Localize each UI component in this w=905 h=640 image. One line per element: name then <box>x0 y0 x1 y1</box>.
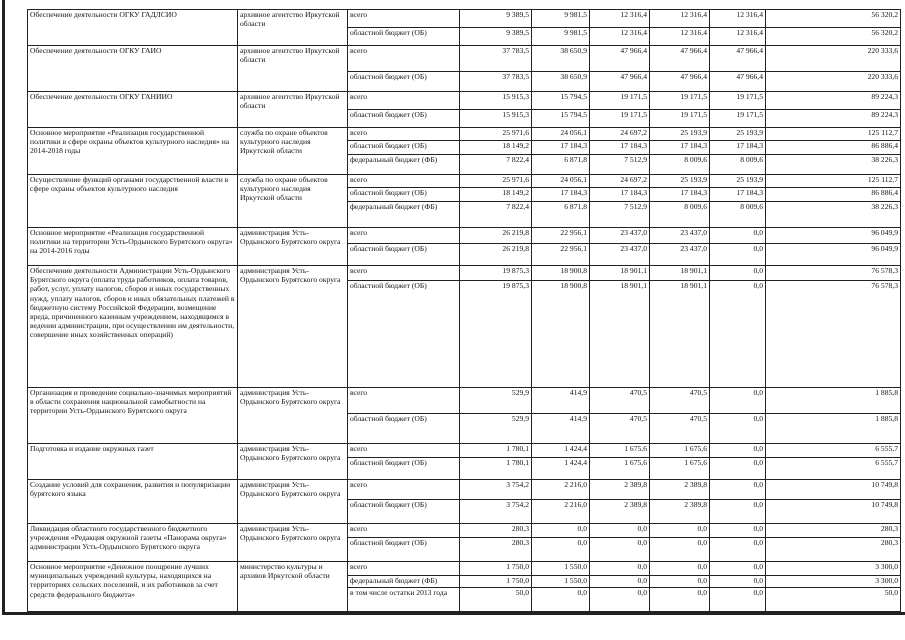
funding-source-cell: всего <box>348 444 460 458</box>
measure-name-cell: Обеспечение деятельности Администрации Усть-Ордынского Бурятского округа (оплата труда работников, оплата товаров, работ, услуг, уплату налогов, сборов и иных государственных нужд, уплату налогов, сборов и иных обязательных платежей в бюджетную систему Российской Федерации, возмещение вреда, причиненного казенным учреждением, находящимся в ведении администрации, при осуществлении им деятельности, совершение иных хозяйственных операций) <box>28 266 238 388</box>
total-value-cell: 3 300,0 <box>766 576 901 588</box>
year-value-cell: 0,0 <box>710 414 766 444</box>
table-row <box>28 388 901 414</box>
executor-cell: администрация Усть-Ордынского Бурятского округа <box>238 524 348 562</box>
year-value-cell: 529,9 <box>460 414 532 444</box>
year-value-cell: 18 900,8 <box>532 266 590 281</box>
year-value-cell: 47 966,4 <box>650 72 710 92</box>
year-value-cell: 0,0 <box>590 538 650 562</box>
funding-source-cell: всего <box>348 524 460 538</box>
total-value-cell: 96 049,9 <box>766 244 901 266</box>
table-row <box>28 128 901 141</box>
year-value-cell: 6 871,8 <box>532 202 590 228</box>
year-value-cell: 0,0 <box>532 538 590 562</box>
year-value-cell: 19 875,3 <box>460 266 532 281</box>
year-value-cell: 2 216,0 <box>532 500 590 524</box>
year-value-cell: 37 783,5 <box>460 46 532 72</box>
year-value-cell: 47 966,4 <box>650 46 710 72</box>
year-value-cell: 0,0 <box>590 588 650 612</box>
year-value-cell: 38 650,9 <box>532 46 590 72</box>
funding-source-cell: областной бюджет (ОБ) <box>348 28 460 46</box>
year-value-cell: 280,3 <box>460 524 532 538</box>
total-value-cell: 280,3 <box>766 538 901 562</box>
year-value-cell: 0,0 <box>650 538 710 562</box>
table-row <box>28 524 901 538</box>
year-value-cell: 19 171,5 <box>590 92 650 110</box>
funding-source-cell: областной бюджет (ОБ) <box>348 281 460 388</box>
total-value-cell: 220 333,6 <box>766 46 901 72</box>
executor-cell: администрация Усть-Ордынского Бурятского округа <box>238 388 348 444</box>
year-value-cell: 1 780,1 <box>460 458 532 480</box>
year-value-cell: 25 971,6 <box>460 175 532 188</box>
funding-source-cell: федеральный бюджет (ФБ) <box>348 576 460 588</box>
year-value-cell: 1 675,6 <box>650 444 710 458</box>
year-value-cell: 15 794,5 <box>532 92 590 110</box>
year-value-cell: 23 437,0 <box>650 244 710 266</box>
table-row <box>28 46 901 72</box>
total-value-cell: 50,0 <box>766 588 901 612</box>
year-value-cell: 18 901,1 <box>650 266 710 281</box>
year-value-cell: 24 056,1 <box>532 175 590 188</box>
year-value-cell: 0,0 <box>532 588 590 612</box>
year-value-cell: 9 981,5 <box>532 28 590 46</box>
funding-source-cell: в том числе остатки 2013 года <box>348 588 460 612</box>
year-value-cell: 0,0 <box>710 588 766 612</box>
year-value-cell: 47 966,4 <box>590 46 650 72</box>
year-value-cell: 12 316,4 <box>710 28 766 46</box>
total-value-cell: 76 578,3 <box>766 281 901 388</box>
total-value-cell: 1 885,8 <box>766 388 901 414</box>
year-value-cell: 22 956,1 <box>532 228 590 244</box>
year-value-cell: 19 875,3 <box>460 281 532 388</box>
year-value-cell: 8 009,6 <box>650 155 710 175</box>
executor-cell: служба по охране объектов культурного наследия Иркутской области <box>238 128 348 175</box>
year-value-cell: 7 512,9 <box>590 155 650 175</box>
executor-cell: архивное агентство Иркутской области <box>238 92 348 128</box>
year-value-cell: 19 171,5 <box>710 110 766 128</box>
measure-name-cell: Основное мероприятие «Денежное поощрение лучших муниципальных учреждений культуры, находящихся на территориях сельских поселений, и их работников за счет средств федерального бюджета» <box>28 562 238 612</box>
year-value-cell: 1 424,4 <box>532 444 590 458</box>
total-value-cell: 89 224,3 <box>766 110 901 128</box>
year-value-cell: 1 550,0 <box>532 562 590 576</box>
year-value-cell: 47 966,4 <box>710 72 766 92</box>
year-value-cell: 8 009,6 <box>710 202 766 228</box>
year-value-cell: 0,0 <box>590 576 650 588</box>
year-value-cell: 2 389,8 <box>590 500 650 524</box>
year-value-cell: 8 009,6 <box>710 155 766 175</box>
total-value-cell: 89 224,3 <box>766 92 901 110</box>
year-value-cell: 470,5 <box>590 414 650 444</box>
total-value-cell: 125 112,7 <box>766 175 901 188</box>
funding-source-cell: всего <box>348 266 460 281</box>
year-value-cell: 25 971,6 <box>460 128 532 141</box>
scan-edge-left <box>2 0 5 615</box>
year-value-cell: 17 184,3 <box>710 188 766 202</box>
year-value-cell: 17 184,3 <box>532 141 590 155</box>
executor-cell: администрация Усть-Ордынского Бурятского округа <box>238 480 348 524</box>
year-value-cell: 15 915,3 <box>460 92 532 110</box>
year-value-cell: 1 750,0 <box>460 576 532 588</box>
scan-edge-bottom <box>2 612 905 615</box>
total-value-cell: 38 226,3 <box>766 202 901 228</box>
year-value-cell: 19 171,5 <box>590 110 650 128</box>
year-value-cell: 7 822,4 <box>460 202 532 228</box>
table-row <box>28 562 901 576</box>
total-value-cell: 1 885,8 <box>766 414 901 444</box>
year-value-cell: 0,0 <box>710 458 766 480</box>
year-value-cell: 0,0 <box>710 480 766 500</box>
year-value-cell: 22 956,1 <box>532 244 590 266</box>
funding-source-cell: областной бюджет (ОБ) <box>348 538 460 562</box>
measure-name-cell: Подготовка и издание окружных газет <box>28 444 238 480</box>
year-value-cell: 19 171,5 <box>710 92 766 110</box>
year-value-cell: 0,0 <box>710 228 766 244</box>
year-value-cell: 1 424,4 <box>532 458 590 480</box>
funding-source-cell: областной бюджет (ОБ) <box>348 500 460 524</box>
year-value-cell: 0,0 <box>710 538 766 562</box>
year-value-cell: 15 794,5 <box>532 110 590 128</box>
executor-cell: администрация Усть-Ордынского Бурятского округа <box>238 228 348 266</box>
year-value-cell: 1 780,1 <box>460 444 532 458</box>
total-value-cell: 56 320,2 <box>766 10 901 28</box>
year-value-cell: 17 184,3 <box>650 141 710 155</box>
total-value-cell: 280,3 <box>766 524 901 538</box>
measure-name-cell: Ликвидация областного государственного бюджетного учреждения «Редакция окружной газеты «Панорама округа» администрации Усть-Ордынского Бурятского округа <box>28 524 238 562</box>
funding-source-cell: всего <box>348 480 460 500</box>
year-value-cell: 0,0 <box>650 562 710 576</box>
year-value-cell: 1 675,6 <box>650 458 710 480</box>
year-value-cell: 17 184,3 <box>590 141 650 155</box>
year-value-cell: 50,0 <box>460 588 532 612</box>
executor-cell: архивное агентство Иркутской области <box>238 10 348 46</box>
measure-name-cell: Создание условий для сохранения, развития и популяризации бурятского языка <box>28 480 238 524</box>
year-value-cell: 7 822,4 <box>460 155 532 175</box>
year-value-cell: 12 316,4 <box>590 10 650 28</box>
year-value-cell: 23 437,0 <box>650 228 710 244</box>
year-value-cell: 470,5 <box>650 388 710 414</box>
year-value-cell: 0,0 <box>710 576 766 588</box>
year-value-cell: 15 915,3 <box>460 110 532 128</box>
year-value-cell: 7 512,9 <box>590 202 650 228</box>
executor-cell: служба по охране объектов культурного наследия Иркутской области <box>238 175 348 228</box>
year-value-cell: 17 184,3 <box>590 188 650 202</box>
executor-cell: администрация Усть-Ордынского Бурятского округа <box>238 444 348 480</box>
budget-table <box>27 9 901 612</box>
year-value-cell: 0,0 <box>710 444 766 458</box>
year-value-cell: 17 184,3 <box>532 188 590 202</box>
year-value-cell: 0,0 <box>590 562 650 576</box>
funding-source-cell: областной бюджет (ОБ) <box>348 414 460 444</box>
table-row <box>28 175 901 188</box>
funding-source-cell: всего <box>348 562 460 576</box>
year-value-cell: 2 216,0 <box>532 480 590 500</box>
executor-cell: администрация Усть-Ордынского Бурятского округа <box>238 266 348 388</box>
year-value-cell: 19 171,5 <box>650 92 710 110</box>
total-value-cell: 96 049,9 <box>766 228 901 244</box>
year-value-cell: 38 650,9 <box>532 72 590 92</box>
year-value-cell: 2 389,8 <box>590 480 650 500</box>
year-value-cell: 17 184,3 <box>650 188 710 202</box>
year-value-cell: 280,3 <box>460 538 532 562</box>
year-value-cell: 0,0 <box>710 524 766 538</box>
year-value-cell: 25 193,9 <box>650 128 710 141</box>
year-value-cell: 37 783,5 <box>460 72 532 92</box>
year-value-cell: 26 219,8 <box>460 228 532 244</box>
measure-name-cell: Осуществление функций органами государственной власти в сфере охраны объектов культурного наследия <box>28 175 238 228</box>
year-value-cell: 470,5 <box>650 414 710 444</box>
total-value-cell: 125 112,7 <box>766 128 901 141</box>
table-row <box>28 10 901 28</box>
table-row <box>28 444 901 458</box>
year-value-cell: 23 437,0 <box>590 244 650 266</box>
year-value-cell: 47 966,4 <box>590 72 650 92</box>
measure-name-cell: Обеспечение деятельности ОГКУ ГАДЛСИО <box>28 10 238 46</box>
funding-source-cell: всего <box>348 92 460 110</box>
year-value-cell: 18 149,2 <box>460 141 532 155</box>
year-value-cell: 17 184,3 <box>710 141 766 155</box>
funding-source-cell: областной бюджет (ОБ) <box>348 188 460 202</box>
year-value-cell: 23 437,0 <box>590 228 650 244</box>
total-value-cell: 86 886,4 <box>766 188 901 202</box>
year-value-cell: 0,0 <box>710 266 766 281</box>
year-value-cell: 1 750,0 <box>460 562 532 576</box>
year-value-cell: 9 981,5 <box>532 10 590 28</box>
year-value-cell: 414,9 <box>532 414 590 444</box>
funding-source-cell: федеральный бюджет (ФБ) <box>348 155 460 175</box>
funding-source-cell: всего <box>348 388 460 414</box>
year-value-cell: 1 675,6 <box>590 444 650 458</box>
year-value-cell: 470,5 <box>590 388 650 414</box>
measure-name-cell: Основное мероприятие «Реализация государственной политики на территории Усть-Ордынского Бурятского округа» на 2014-2016 годы <box>28 228 238 266</box>
measure-name-cell: Организация и проведение социально-значимых мероприятий в области сохранения национальной самобытности на территории Усть-Ордынского Бурятского округа <box>28 388 238 444</box>
year-value-cell: 18 900,8 <box>532 281 590 388</box>
total-value-cell: 56 320,2 <box>766 28 901 46</box>
executor-cell: министерство культуры и архивов Иркутской области <box>238 562 348 612</box>
total-value-cell: 86 886,4 <box>766 141 901 155</box>
funding-source-cell: областной бюджет (ОБ) <box>348 141 460 155</box>
year-value-cell: 18 901,1 <box>590 281 650 388</box>
year-value-cell: 1 550,0 <box>532 576 590 588</box>
year-value-cell: 0,0 <box>650 576 710 588</box>
year-value-cell: 18 901,1 <box>650 281 710 388</box>
year-value-cell: 0,0 <box>710 281 766 388</box>
table-row <box>28 228 901 244</box>
total-value-cell: 76 578,3 <box>766 266 901 281</box>
year-value-cell: 9 389,5 <box>460 10 532 28</box>
year-value-cell: 12 316,4 <box>590 28 650 46</box>
total-value-cell: 6 555,7 <box>766 458 901 480</box>
year-value-cell: 0,0 <box>710 388 766 414</box>
funding-source-cell: всего <box>348 46 460 72</box>
funding-source-cell: областной бюджет (ОБ) <box>348 458 460 480</box>
year-value-cell: 19 171,5 <box>650 110 710 128</box>
year-value-cell: 25 193,9 <box>710 128 766 141</box>
year-value-cell: 26 219,8 <box>460 244 532 266</box>
table-row <box>28 266 901 281</box>
year-value-cell: 12 316,4 <box>710 10 766 28</box>
funding-source-cell: федеральный бюджет (ФБ) <box>348 202 460 228</box>
measure-name-cell: Обеспечение деятельности ОГКУ ГАНИИО <box>28 92 238 128</box>
year-value-cell: 0,0 <box>650 524 710 538</box>
year-value-cell: 0,0 <box>710 500 766 524</box>
funding-source-cell: всего <box>348 228 460 244</box>
year-value-cell: 18 901,1 <box>590 266 650 281</box>
year-value-cell: 0,0 <box>590 524 650 538</box>
year-value-cell: 25 193,9 <box>650 175 710 188</box>
funding-source-cell: всего <box>348 10 460 28</box>
year-value-cell: 24 697,2 <box>590 128 650 141</box>
year-value-cell: 47 966,4 <box>710 46 766 72</box>
measure-name-cell: Основное мероприятие «Реализация государственной политики в сфере охраны объектов культурного наследия» на 2014-2018 годы <box>28 128 238 175</box>
year-value-cell: 3 754,2 <box>460 480 532 500</box>
year-value-cell: 1 675,6 <box>590 458 650 480</box>
year-value-cell: 0,0 <box>532 524 590 538</box>
funding-source-cell: областной бюджет (ОБ) <box>348 72 460 92</box>
year-value-cell: 6 871,8 <box>532 155 590 175</box>
funding-source-cell: областной бюджет (ОБ) <box>348 244 460 266</box>
total-value-cell: 220 333,6 <box>766 72 901 92</box>
total-value-cell: 38 226,3 <box>766 155 901 175</box>
year-value-cell: 12 316,4 <box>650 10 710 28</box>
year-value-cell: 24 056,1 <box>532 128 590 141</box>
year-value-cell: 18 149,2 <box>460 188 532 202</box>
executor-cell: архивное агентство Иркутской области <box>238 46 348 92</box>
funding-source-cell: всего <box>348 128 460 141</box>
year-value-cell: 3 754,2 <box>460 500 532 524</box>
table-row <box>28 480 901 500</box>
year-value-cell: 2 389,8 <box>650 480 710 500</box>
total-value-cell: 3 300,0 <box>766 562 901 576</box>
year-value-cell: 0,0 <box>710 244 766 266</box>
year-value-cell: 12 316,4 <box>650 28 710 46</box>
year-value-cell: 529,9 <box>460 388 532 414</box>
year-value-cell: 24 697,2 <box>590 175 650 188</box>
funding-source-cell: областной бюджет (ОБ) <box>348 110 460 128</box>
funding-source-cell: всего <box>348 175 460 188</box>
year-value-cell: 0,0 <box>710 562 766 576</box>
measure-name-cell: Обеспечение деятельности ОГКУ ГАИО <box>28 46 238 92</box>
table-row <box>28 92 901 110</box>
total-value-cell: 6 555,7 <box>766 444 901 458</box>
total-value-cell: 10 749,8 <box>766 480 901 500</box>
year-value-cell: 414,9 <box>532 388 590 414</box>
year-value-cell: 9 389,5 <box>460 28 532 46</box>
year-value-cell: 25 193,9 <box>710 175 766 188</box>
year-value-cell: 0,0 <box>650 588 710 612</box>
year-value-cell: 2 389,8 <box>650 500 710 524</box>
year-value-cell: 8 009,6 <box>650 202 710 228</box>
total-value-cell: 10 749,8 <box>766 500 901 524</box>
